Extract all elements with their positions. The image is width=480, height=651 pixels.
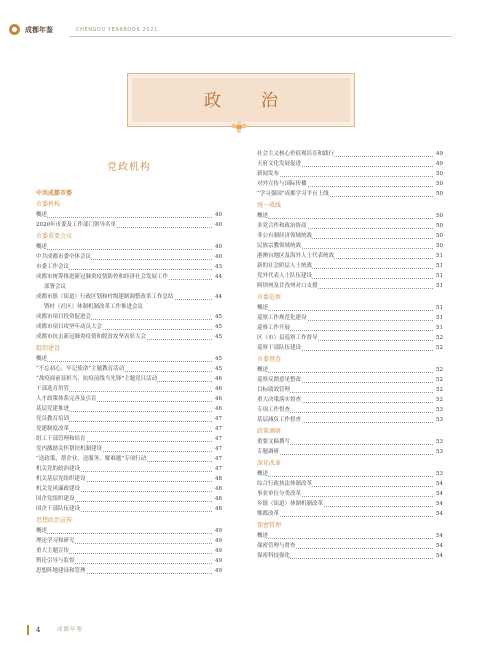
toc-entry-title: 巡察干部队伍建设 bbox=[257, 345, 302, 351]
toc-entry-page: 48 bbox=[215, 486, 222, 492]
toc-entry-title: “送政策、帮企业、送服务、解难题”专项行动 bbox=[36, 456, 147, 462]
toc-entry-title: 组工干部管理和培育 bbox=[36, 436, 86, 442]
toc-entry-page: 50 bbox=[436, 191, 443, 197]
toc-entry-page: 50 bbox=[436, 181, 443, 187]
toc-entry[interactable] bbox=[36, 323, 222, 332]
toc-entry[interactable] bbox=[257, 150, 443, 159]
toc-entry-title: 保密管理与督查 bbox=[257, 543, 296, 549]
toc-entry-page: 54 bbox=[436, 543, 443, 549]
toc-entry-continuation bbox=[36, 283, 222, 292]
toc-entry-title: 国企干部队伍建设 bbox=[36, 506, 81, 512]
category-heading: 中共成都市委 bbox=[36, 190, 73, 197]
toc-entry[interactable] bbox=[36, 333, 222, 342]
subsection-heading: 政策调研 bbox=[257, 428, 282, 435]
toc-entry-page: 49 bbox=[215, 568, 222, 574]
toc-entry-title: 港澳台地区及海外人士代表统战 bbox=[257, 253, 335, 259]
toc-entry-title-line2: 部署会议 bbox=[44, 284, 67, 290]
toc-entry-page: 51 bbox=[436, 305, 443, 311]
toc-entry[interactable] bbox=[36, 243, 222, 252]
toc-entry-title: 多党合作和政治协商 bbox=[257, 223, 307, 229]
toc-entry-title: 党建制度改革 bbox=[36, 426, 70, 432]
leader-dots bbox=[36, 533, 212, 534]
toc-entry-page: 46 bbox=[215, 376, 222, 382]
subsection-heading: 市委机构 bbox=[36, 201, 61, 208]
toc-entry[interactable] bbox=[36, 415, 222, 424]
toc-entry-title: 成都市镇（街道）行政区划和村级建制调整改革工作总结 bbox=[36, 294, 174, 300]
toc-entry-page: 52 bbox=[436, 387, 443, 393]
toc-entry-page: 45 bbox=[215, 366, 222, 372]
toc-entry[interactable] bbox=[36, 485, 222, 494]
toc-entry-page: 47 bbox=[215, 466, 222, 472]
toc-entry[interactable] bbox=[257, 386, 443, 395]
toc-entry[interactable] bbox=[36, 365, 222, 374]
leader-dots bbox=[257, 476, 433, 477]
chapter-title: 政治 bbox=[204, 91, 318, 111]
toc-entry-page: 40 bbox=[215, 254, 222, 260]
toc-entry-page: 50 bbox=[436, 213, 443, 219]
toc-entry[interactable] bbox=[36, 395, 222, 404]
toc-entry-title: 人才政策体系完善及引育 bbox=[36, 396, 97, 402]
toc-entry-page: 50 bbox=[436, 223, 443, 229]
toc-entry[interactable] bbox=[36, 547, 222, 556]
toc-entry[interactable] bbox=[36, 355, 222, 364]
toc-entry-title: 巡察反馈意见整改 bbox=[257, 377, 302, 383]
subsection-heading: 市委重要会议 bbox=[36, 233, 73, 240]
toc-entry-page: 47 bbox=[215, 416, 222, 422]
toc-entry-page: 48 bbox=[215, 506, 222, 512]
toc-entry[interactable] bbox=[36, 211, 222, 220]
toc-entry[interactable] bbox=[257, 324, 443, 333]
toc-entry-page: 47 bbox=[215, 436, 222, 442]
leader-dots bbox=[257, 454, 433, 455]
toc-entry-page: 51 bbox=[436, 263, 443, 269]
toc-entry[interactable] bbox=[257, 406, 443, 415]
footer-accent-bar bbox=[27, 625, 29, 635]
leader-dots bbox=[36, 361, 212, 362]
toc-entry-page: 49 bbox=[436, 151, 443, 157]
toc-entry-page: 40 bbox=[215, 222, 222, 228]
toc-entry[interactable] bbox=[257, 366, 443, 375]
toc-entry-page: 52 bbox=[436, 345, 443, 351]
toc-entry[interactable] bbox=[36, 253, 222, 262]
toc-entry[interactable] bbox=[257, 272, 443, 281]
toc-entry-title: 社会主义核心价值观培育和践行 bbox=[257, 151, 335, 157]
toc-entry[interactable] bbox=[257, 448, 443, 457]
toc-entry[interactable] bbox=[257, 222, 443, 231]
leader-dots bbox=[257, 372, 433, 373]
toc-entry-page: 53 bbox=[436, 471, 443, 477]
toc-entry-title: 基层减负工作督查 bbox=[257, 417, 302, 423]
toc-entry-page: 49 bbox=[215, 538, 222, 544]
toc-entry[interactable] bbox=[257, 252, 443, 261]
section-title: 党政机构 bbox=[107, 162, 151, 173]
page-header bbox=[0, 0, 480, 40]
toc-entry-title: 成都市项目攻坚年动员大会 bbox=[36, 324, 103, 330]
toc-entry-title: 巡察工作规范化建设 bbox=[257, 315, 307, 321]
toc-entry-title: 区（市）县巡察工作督导 bbox=[257, 335, 318, 341]
toc-entry[interactable] bbox=[257, 160, 443, 169]
toc-entry-page: 45 bbox=[215, 356, 222, 362]
leader-dots bbox=[257, 310, 433, 311]
toc-entry[interactable] bbox=[257, 416, 443, 425]
toc-entry-title: 综合行政执法体制改革 bbox=[257, 481, 313, 487]
flower-ornament-icon bbox=[228, 120, 250, 134]
toc-entry[interactable] bbox=[257, 552, 443, 561]
toc-entry-title: 非公有制经济领域统战 bbox=[257, 233, 313, 239]
toc-entry-page: 51 bbox=[436, 283, 443, 289]
header-rule bbox=[69, 36, 452, 37]
toc-entry-page: 45 bbox=[215, 314, 222, 320]
toc-entry-title: 概述 bbox=[36, 244, 48, 250]
toc-entry-page: 47 bbox=[215, 446, 222, 452]
toc-entry[interactable] bbox=[36, 475, 222, 484]
toc-entry-title: 新闻发布 bbox=[257, 171, 280, 177]
toc-entry[interactable] bbox=[36, 435, 222, 444]
subsection-heading: 保密管理 bbox=[257, 522, 282, 529]
toc-entry-title: 干部选育用管 bbox=[36, 386, 70, 392]
toc-entry-page: 50 bbox=[436, 233, 443, 239]
toc-entry[interactable] bbox=[257, 344, 443, 353]
toc-entry-page: 46 bbox=[215, 396, 222, 402]
toc-entry[interactable] bbox=[36, 465, 222, 474]
toc-entry-title: 概述 bbox=[257, 471, 269, 477]
toc-entry-title: 概述 bbox=[36, 212, 48, 218]
toc-entry-page: 43 bbox=[215, 264, 222, 270]
toc-entry-page: 54 bbox=[436, 491, 443, 497]
header-emblem-icon bbox=[9, 24, 20, 35]
toc-entry-page: 52 bbox=[436, 397, 443, 403]
toc-entry-title: 郫都改革 bbox=[257, 511, 280, 517]
toc-entry[interactable] bbox=[36, 557, 222, 566]
header-english-title: CHENGDU YEARBOOK 2021 bbox=[76, 27, 158, 33]
toc-entry-page: 44 bbox=[215, 274, 222, 280]
toc-entry[interactable] bbox=[257, 242, 443, 251]
toc-entry-title: 党内激励关怀帮扶机制建设 bbox=[36, 446, 103, 452]
toc-entry-title: 国企党组织建设 bbox=[36, 496, 75, 502]
toc-entry-title: 天府文化发展促进 bbox=[257, 161, 302, 167]
toc-entry-title: “学习强国”成都学习平台上线 bbox=[257, 191, 329, 197]
header-book-title: 成都年鉴 bbox=[25, 25, 53, 34]
toc-entry-page: 54 bbox=[436, 501, 443, 507]
toc-entry[interactable] bbox=[36, 263, 222, 272]
toc-entry[interactable] bbox=[257, 232, 443, 241]
toc-entry[interactable] bbox=[36, 455, 222, 464]
toc-entry[interactable] bbox=[36, 375, 222, 384]
toc-entry[interactable] bbox=[257, 212, 443, 221]
toc-entry-title: 中共成都市委全体会议 bbox=[36, 254, 92, 260]
subsection-heading: 深化改革 bbox=[257, 460, 282, 467]
toc-entry-title: 基层党建推进 bbox=[36, 406, 70, 412]
toc-entry[interactable] bbox=[36, 405, 222, 414]
toc-entry-page: 54 bbox=[436, 511, 443, 517]
toc-entry[interactable] bbox=[257, 490, 443, 499]
toc-entry[interactable] bbox=[36, 293, 222, 302]
banner-panel bbox=[132, 78, 350, 122]
toc-entry[interactable] bbox=[257, 262, 443, 271]
toc-entry[interactable] bbox=[257, 170, 443, 179]
toc-entry-page: 49 bbox=[436, 161, 443, 167]
toc-entry-continuation bbox=[36, 303, 222, 312]
toc-entry-title: 成都市统筹推进新冠肺炎疫情防控和经济社会发展工作 bbox=[36, 274, 169, 280]
subsection-heading: 统一战线 bbox=[257, 202, 282, 209]
toc-entry-page: 48 bbox=[215, 476, 222, 482]
toc-entry-title: 乡镇（街道）体制机制改革 bbox=[257, 501, 324, 507]
toc-entry-title: 重要文稿撰写 bbox=[257, 439, 291, 445]
toc-entry-title: 阿坝州及甘孜州对口支援 bbox=[257, 283, 318, 289]
page-number: 4 bbox=[36, 626, 41, 634]
toc-entry-title: 概述 bbox=[257, 213, 269, 219]
toc-entry[interactable] bbox=[36, 495, 222, 504]
leader-dots bbox=[257, 218, 433, 219]
toc-entry-page: 53 bbox=[436, 449, 443, 455]
leader-dots bbox=[257, 516, 433, 517]
toc-entry[interactable] bbox=[257, 376, 443, 385]
toc-entry[interactable] bbox=[257, 304, 443, 313]
toc-entry-title: 新的社会阶层人士统战 bbox=[257, 263, 313, 269]
toc-entry-page: 45 bbox=[215, 324, 222, 330]
toc-entry-page: 40 bbox=[215, 244, 222, 250]
toc-entry-title: “不忘初心、牢记使命”主题教育活动 bbox=[36, 366, 125, 372]
toc-entry-title: 事业单位分类改革 bbox=[257, 491, 302, 497]
toc-entry-page: 51 bbox=[436, 273, 443, 279]
chapter-banner bbox=[127, 73, 355, 127]
toc-entry[interactable] bbox=[257, 510, 443, 519]
toc-entry[interactable] bbox=[257, 314, 443, 323]
toc-entry[interactable] bbox=[257, 334, 443, 343]
toc-entry[interactable] bbox=[36, 425, 222, 434]
toc-entry[interactable] bbox=[257, 470, 443, 479]
toc-entry-title: 概述 bbox=[257, 533, 269, 539]
toc-entry-title: 巡察工作开展 bbox=[257, 325, 291, 331]
toc-entry-page: 52 bbox=[436, 377, 443, 383]
toc-entry[interactable] bbox=[257, 282, 443, 291]
toc-entry-page: 53 bbox=[436, 439, 443, 445]
toc-entry-page: 40 bbox=[215, 212, 222, 218]
toc-entry[interactable] bbox=[257, 500, 443, 509]
toc-entry-title: 概述 bbox=[36, 356, 48, 362]
toc-entry-title: 理论学习和研究 bbox=[36, 538, 75, 544]
toc-entry-title-line2: 暨村（社区）体制机制改革工作推进会议 bbox=[44, 304, 144, 310]
toc-entry[interactable] bbox=[257, 532, 443, 541]
toc-entry[interactable] bbox=[257, 480, 443, 489]
leader-dots bbox=[257, 176, 433, 177]
toc-entry-title: “战疫面前显担当，抗疫前线当先锋”主题党日活动 bbox=[36, 376, 158, 382]
toc-entry-page: 46 bbox=[215, 386, 222, 392]
toc-entry-title: 对外宣传与国际传播 bbox=[257, 181, 307, 187]
toc-entry[interactable] bbox=[36, 537, 222, 546]
toc-entry-title: 概述 bbox=[257, 305, 269, 311]
toc-entry-title: 机关党风廉政建设 bbox=[36, 486, 81, 492]
toc-entry-page: 49 bbox=[215, 528, 222, 534]
toc-entry-title: 重大决策落实督查 bbox=[257, 397, 302, 403]
toc-entry[interactable] bbox=[36, 527, 222, 536]
toc-entry-page: 54 bbox=[436, 481, 443, 487]
toc-entry-page: 53 bbox=[436, 407, 443, 413]
toc-entry-page: 47 bbox=[215, 426, 222, 432]
toc-entry[interactable] bbox=[36, 273, 222, 282]
toc-entry-page: 47 bbox=[215, 456, 222, 462]
toc-entry-title: 机关党的政治建设 bbox=[36, 466, 81, 472]
toc-entry-title: 概述 bbox=[36, 528, 48, 534]
toc-entry-title: 市委工作会议 bbox=[36, 264, 70, 270]
toc-entry-title: 舆论引导与监督 bbox=[36, 558, 75, 564]
toc-entry[interactable] bbox=[36, 313, 222, 322]
subsection-heading: 市委巡察 bbox=[257, 294, 282, 301]
toc-entry[interactable] bbox=[257, 180, 443, 189]
toc-entry-title: 2020年市委及工作部门领导名单 bbox=[36, 222, 116, 228]
toc-entry-title: 党员教育培训 bbox=[36, 416, 70, 422]
toc-entry[interactable] bbox=[36, 385, 222, 394]
toc-entry-page: 49 bbox=[215, 548, 222, 554]
toc-entry-page: 53 bbox=[436, 417, 443, 423]
toc-entry-page: 51 bbox=[436, 315, 443, 321]
toc-entry-page: 52 bbox=[436, 335, 443, 341]
subsection-heading: 市委督查 bbox=[257, 356, 282, 363]
toc-entry-title: 专项工作督查 bbox=[257, 407, 291, 413]
toc-entry-page: 49 bbox=[215, 558, 222, 564]
toc-entry-page: 51 bbox=[436, 325, 443, 331]
toc-entry[interactable] bbox=[257, 438, 443, 447]
footer-book-title: 成都年鉴 bbox=[57, 627, 84, 633]
page-footer bbox=[0, 620, 480, 640]
toc-entry-title: 成都市项目投资促进会 bbox=[36, 314, 92, 320]
subsection-heading: 思想政治宣传 bbox=[36, 517, 73, 524]
toc-entry-title: 重大主题宣传 bbox=[36, 548, 70, 554]
toc-entry-page: 54 bbox=[436, 553, 443, 559]
subsection-heading: 组织建设 bbox=[36, 345, 61, 352]
toc-entry-title: 党外代表人士队伍建设 bbox=[257, 273, 313, 279]
toc-entry-title: 成都市抗击新冠肺炎疫情和脱贫攻坚表彰大会 bbox=[36, 334, 147, 340]
toc-entry[interactable] bbox=[257, 190, 443, 199]
toc-entry-page: 51 bbox=[436, 253, 443, 259]
toc-entry-page: 52 bbox=[436, 367, 443, 373]
toc-entry-page: 54 bbox=[436, 533, 443, 539]
toc-entry-title: 概述 bbox=[257, 367, 269, 373]
toc-entry-page: 46 bbox=[215, 406, 222, 412]
toc-entry-page: 50 bbox=[436, 243, 443, 249]
toc-entry-page: 44 bbox=[215, 294, 222, 300]
toc-entry-page: 45 bbox=[215, 334, 222, 340]
toc-entry[interactable] bbox=[36, 221, 222, 230]
toc-entry-title: 专题调研 bbox=[257, 449, 280, 455]
toc-entry-title: 思想阵地建设和管理 bbox=[36, 568, 86, 574]
leader-dots bbox=[36, 249, 212, 250]
toc-entry-title: 民族宗教领域统战 bbox=[257, 243, 302, 249]
toc-entry-title: 保密科技强化 bbox=[257, 553, 291, 559]
toc-entry-page: 50 bbox=[436, 171, 443, 177]
toc-entry[interactable] bbox=[257, 542, 443, 551]
toc-entry[interactable] bbox=[36, 445, 222, 454]
leader-dots bbox=[257, 538, 433, 539]
toc-entry-title: 机关基层党组织建设 bbox=[36, 476, 86, 482]
toc-entry[interactable] bbox=[36, 505, 222, 514]
toc-entry[interactable] bbox=[36, 567, 222, 576]
leader-dots bbox=[36, 217, 212, 218]
toc-entry-title: 目标绩效管理 bbox=[257, 387, 291, 393]
toc-entry-page: 48 bbox=[215, 496, 222, 502]
toc-entry[interactable] bbox=[257, 396, 443, 405]
